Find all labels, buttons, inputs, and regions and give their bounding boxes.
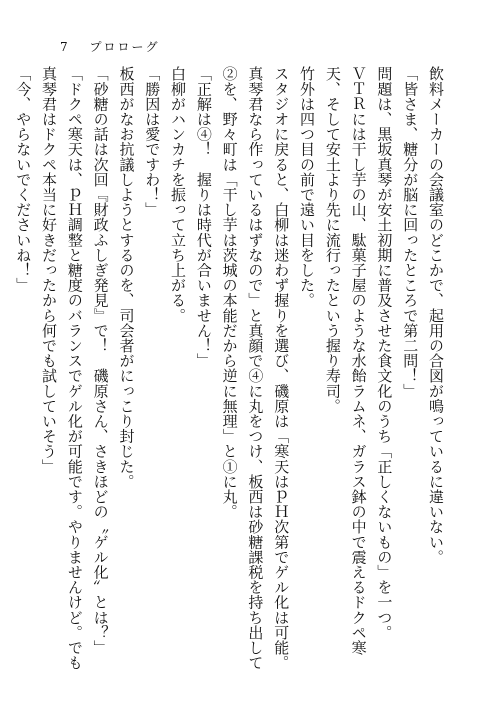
vertical-body-text bbox=[14, 66, 448, 670]
text-line: ＶＴＲには干し芋の山、駄菓子屋のような水飴ラムネ、ガラス鉢の中で震えるドクペ寒 bbox=[349, 66, 368, 655]
text-line: 板西がなお抗議しようとするのを、司会者がにっこり封じた。 bbox=[117, 66, 136, 489]
text-line: 「皆さま、糖分が脳に回ったところで第二問！」 bbox=[401, 66, 420, 399]
text-line: 竹外は四つ目の前で遠い目をした。 bbox=[298, 66, 317, 308]
text-line: 真琴君なら作っているはずなので」と真顔で④に丸をつけ、板西は砂糖課税を持ち出して bbox=[246, 66, 265, 670]
text-line: 天、そして安土より先に流行ったという握り寿司。 bbox=[323, 66, 342, 414]
text-line: 白柳がハンカチを振って立ち上がる。 bbox=[169, 66, 188, 323]
running-header bbox=[60, 38, 159, 55]
text-line: 問題は、黒坂真琴が安土初期に普及させた食文化のうち「正しくないもの」を一つ。 bbox=[375, 66, 394, 640]
text-line: 「砂糖の話は次回『財政ふしぎ発見』で！ 磯原さん、さきほどの〝ゲル化〟とは？」 bbox=[91, 66, 110, 655]
text-line: 飲料メーカーの会議室のどこかで、起用の合図が鳴っているに違いない。 bbox=[427, 66, 445, 565]
text-line: 「正解は④！ 握りは時代が合いません！」 bbox=[194, 66, 213, 368]
text-line: 「勝因は愛ですわ！」 bbox=[143, 66, 162, 217]
chapter-title: プロローグ bbox=[89, 40, 160, 54]
text-line: 真琴君はドクペ本当に好きだったから何でも試していそう」 bbox=[40, 66, 59, 474]
text-line: スタジオに戻ると、白柳は迷わず握りを選び、磯原は「寒天はｐＨ次第でゲル化は可能。 bbox=[272, 66, 291, 670]
text-line: ②を、野々町は「干し芋は茨城の本能だから逆に無理」と①に丸。 bbox=[220, 66, 239, 519]
text-line: 「今、やらないでくださいね！」 bbox=[14, 66, 33, 293]
text-line: 「ドクペ寒天は、ｐＨ調整と糖度のバランスでゲル化が可能です。やりませんけど。でも bbox=[65, 66, 84, 670]
page-number: 7 bbox=[60, 40, 69, 54]
